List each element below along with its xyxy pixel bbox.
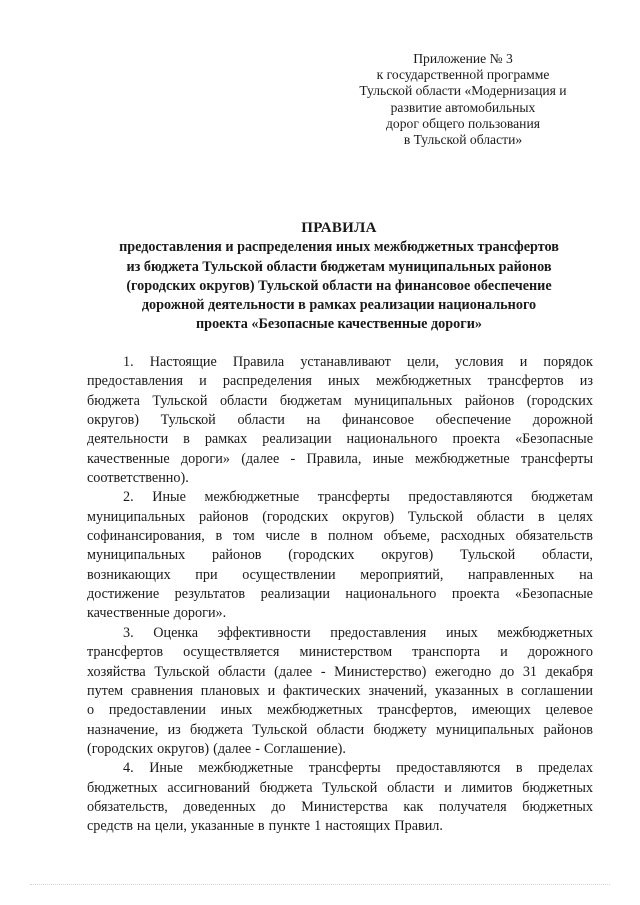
body-line: 4. Иные межбюджетные трансферты предоставляются в пределах bbox=[123, 760, 593, 777]
body-line: качественные дороги». bbox=[87, 605, 227, 622]
body-line: предоставления и распределения иных межбюджетных трансфертов из bbox=[87, 373, 593, 390]
appendix-header bbox=[352, 51, 574, 148]
body-line: средств на цели, указанные в пункте 1 настоящих Правил. bbox=[87, 818, 443, 835]
document-title bbox=[88, 219, 590, 335]
appendix-line: дорог общего пользования bbox=[386, 115, 540, 131]
body-line: софинансирования, в том числе в полном объеме, расходных обязательств bbox=[87, 528, 593, 545]
title-subtitle-line: дорожной деятельности в рамках реализации национального bbox=[141, 297, 537, 314]
body-line: округов) Тульской области на финансовое обеспечение дорожной bbox=[87, 412, 593, 429]
title-subtitle-line: из бюджета Тульской области бюджетам муниципальных районов bbox=[126, 258, 552, 275]
appendix-line: развитие автомобильных bbox=[390, 99, 536, 115]
appendix-line: в Тульской области» bbox=[403, 132, 523, 148]
body-line: 3. Оценка эффективности предоставления иных межбюджетных bbox=[123, 624, 593, 641]
body-line: путем сравнения плановых и фактических значений, указанных в соглашении bbox=[87, 682, 593, 699]
body-line: хозяйства Тульской области (далее - Министерство) ежегодно до 31 декабря bbox=[87, 663, 593, 680]
title-heading: ПРАВИЛА bbox=[301, 220, 377, 236]
body-line: 1. Настоящие Правила устанавливают цели, условия и порядок bbox=[123, 354, 593, 370]
appendix-line: к государственной программе bbox=[376, 67, 550, 83]
body-line: 2. Иные межбюджетные трансферты предоставляются бюджетам bbox=[123, 489, 593, 506]
paragraph-2 bbox=[87, 488, 593, 623]
body-line: возникающих при осуществлении мероприятий, направленных на bbox=[87, 566, 593, 583]
body-line: о предоставлении иных межбюджетных трансфертов, имеющих целевое bbox=[87, 702, 593, 719]
body-line: муниципальных районов (городских округов) Тульской области, bbox=[87, 547, 593, 564]
body-line: обязательств, доведенных до Министерства как получателя бюджетных bbox=[87, 798, 593, 815]
body-line: бюджета Тульской области бюджетам муниципальных районов (городских bbox=[87, 392, 593, 409]
body-line: (городских округов) (далее - Соглашение). bbox=[87, 740, 346, 757]
body-line: муниципальных районов (городских округов) Тульской области в целях bbox=[87, 508, 593, 525]
title-subtitle-line: предоставления и распределения иных межбюджетных трансфертов bbox=[119, 239, 559, 256]
body-line: деятельности в рамках реализации национального проекта «Безопасные bbox=[87, 431, 593, 448]
paragraph-3 bbox=[87, 624, 593, 759]
scan-artifact-line bbox=[30, 884, 610, 888]
paragraph-4 bbox=[87, 759, 593, 836]
appendix-line: Приложение № 3 bbox=[413, 51, 513, 66]
body-line: достижение результатов реализации национального проекта «Безопасные bbox=[87, 586, 593, 603]
appendix-line: Тульской области «Модернизация и bbox=[359, 83, 567, 99]
body-line: трансфертов осуществляется министерством транспорта и дорожного bbox=[87, 644, 593, 661]
title-subtitle-line: проекта «Безопасные качественные дороги» bbox=[196, 316, 482, 333]
paragraph-1 bbox=[87, 353, 593, 488]
title-subtitle-line: (городских округов) Тульской области на финансовое обеспечение bbox=[126, 277, 552, 294]
body-line: соответственно). bbox=[87, 470, 189, 487]
body-line: бюджетных ассигнований бюджета Тульской области и лимитов бюджетных bbox=[87, 779, 593, 796]
body-line: качественные дороги» (далее - Правила, иные межбюджетные трансферты bbox=[87, 450, 593, 467]
document-body bbox=[87, 353, 593, 837]
body-line: назначение, из бюджета Тульской области бюджету муниципальных районов bbox=[87, 721, 593, 738]
